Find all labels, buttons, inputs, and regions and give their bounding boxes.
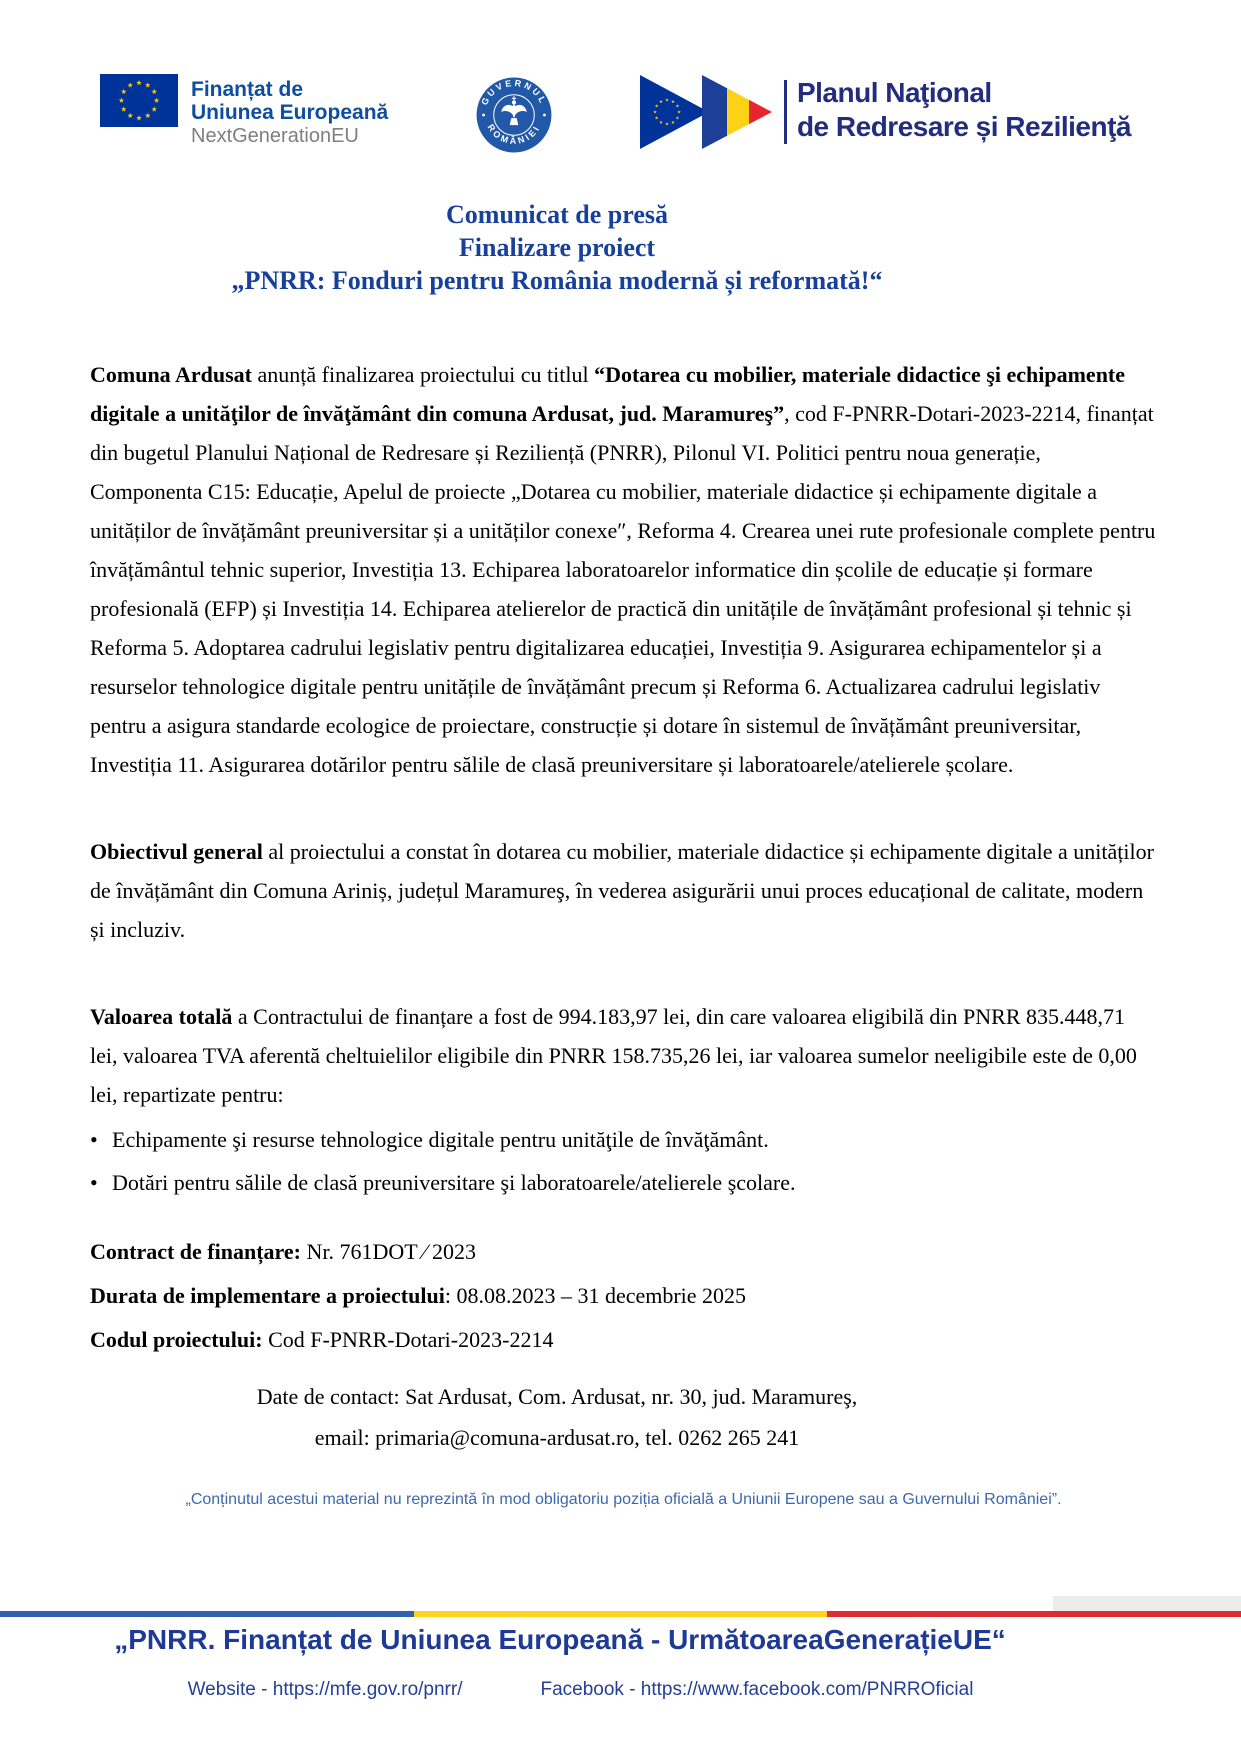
project-title: “Dotarea cu mobilier, materiale didactice şi echipamente digitale a unităţilor de învăţământ din comuna Ardusat, jud. Maramureş”	[90, 362, 1126, 426]
title-line3: „PNRR: Fonduri pentru România modernă și reformată!“	[231, 266, 883, 295]
list-item-text: Dotări pentru sălile de clasă preuniversitare şi laboratoarele/atelierele şcolare.	[112, 1170, 796, 1195]
eu-funded-line1: Finanțat de	[191, 78, 304, 101]
romanian-government-seal-icon	[475, 76, 553, 154]
stripe-red-segment	[827, 1611, 1241, 1617]
project-details	[90, 1230, 1157, 1362]
duration-value: : 08.08.2023 – 31 decembrie 2025	[444, 1283, 747, 1308]
objective-text: al proiectului a constat în dotarea cu mobilier, materiale didactice și echipamente digitale a unităților de învățământ din Comuna Ariniș, județul Maramureş, în vederea asigurării unui proces educațional de calitate, modern și incluziv.	[90, 839, 1154, 942]
paragraph-total-value	[90, 997, 1157, 1114]
contract-value: Nr. 761DOT ⁄ 2023	[301, 1239, 476, 1264]
contact-line1: Date de contact: Sat Ardusat, Com. Ardusat, nr. 30, jud. Maramureş,	[256, 1384, 858, 1409]
contact-line2: email: primaria@comuna-ardusat.ro, tel. 0262 265 241	[314, 1425, 800, 1450]
pnrr-arrows-icon	[640, 74, 772, 150]
press-release-title	[90, 198, 1024, 297]
footer	[0, 1596, 1241, 1701]
facebook-link: Facebook - https://www.facebook.com/PNRROficial	[540, 1679, 974, 1700]
implementation-period-row	[90, 1274, 1157, 1318]
title-line2: Finalizare proiect	[458, 233, 656, 262]
pnrr-logo	[640, 74, 1131, 150]
beneficiary-name: Comuna Ardusat	[90, 362, 252, 387]
project-code-label: Codul proiectului:	[90, 1327, 263, 1352]
pnrr-logo-line2: de Redresare și Rezilienţă	[796, 111, 1131, 142]
footer-links	[0, 1679, 1241, 1701]
contract-number-row	[90, 1230, 1157, 1274]
nextgeneration-eu-label: NextGenerationEU	[191, 125, 359, 147]
seal-bottom-text: ROMÂNIEI	[485, 122, 543, 146]
list-item-text: Echipamente şi resurse tehnologice digitale pentru unităţile de învăţământ.	[112, 1127, 769, 1152]
footer-gray-box	[1053, 1596, 1241, 1611]
objective-label: Obiectivul general	[90, 839, 263, 864]
project-code-value: Cod F-PNRR-Dotari-2023-2214	[262, 1327, 554, 1352]
project-code-row	[90, 1318, 1157, 1362]
list-item	[90, 1118, 1157, 1161]
list-item	[90, 1161, 1157, 1204]
eu-funded-logo	[100, 74, 388, 148]
disclaimer-text: „Conținutul acestui material nu reprezintă în mod obligatoriu poziția oficială a Uniunii Europene sau a Guvernului României”.	[185, 1491, 1062, 1508]
bullet-icon: •	[90, 1127, 98, 1152]
document-body	[0, 355, 1241, 1519]
total-value-text: a Contractului de finanțare a fost de 994.183,97 lei, din care valoarea eligibilă din PNRR 835.448,71 lei, valoarea TVA aferentă cheltuielilor eligibile din PNRR 158.735,26 lei, iar valoarea sumelor neeligibile este de 0,00 lei, repartizate pentru:	[90, 1004, 1137, 1107]
paragraph1-text1: anunță finalizarea proiectului cu titlul	[251, 362, 595, 387]
paragraph1-text2: , cod F-PNRR-Dotari-2023-2214, finanțat din bugetul Planului Național de Redresare și Reziliență (PNRR), Pilonul VI. Politici pentru noua generație, Componenta C15: Educație, Apelul de proiecte „Dotarea cu mobilier, materiale didactice și echipamente digitale a unităților de învățământ preuniversitar și a unităților conexe″, Reforma 4. Crearea unei rute profesionale complete pentru învățământul tehnic superior, Investiția 13. Echiparea laboratoarelor informatice din școlile de educație și formare profesională (EFP) și Investiția 14. Echiparea atelierelor de practică din unitățile de învățământ profesional și tehnic și Reforma 5. Adoptarea cadrului legislativ pentru digitalizarea educației, Investiția 9. Asigurarea echipamentelor și a resurselor tehnologice digitale pentru unitățile de învățământ precum și Reforma 6. Actualizarea cadrului legislativ pentru a asigura standarde ecologice de proiectare, construcție și dotare în sistemul de învățământ preuniversitar, Investiția 11. Asigurarea dotărilor pentru sălile de clasă preuniversitare și laboratoarele/atelierele școlare.	[90, 401, 1156, 777]
pnrr-logo-text	[797, 74, 1131, 144]
bullet-icon: •	[90, 1170, 98, 1195]
allocation-list	[90, 1118, 1157, 1204]
pnrr-logo-line1: Planul Naţional	[796, 77, 992, 108]
duration-label: Durata de implementare a proiectului	[90, 1283, 445, 1308]
paragraph-project-announcement	[90, 355, 1157, 784]
contact-info	[90, 1376, 1024, 1458]
title-line1: Comunicat de presă	[446, 200, 668, 229]
total-value-label: Valoarea totală	[90, 1004, 233, 1029]
paragraph-general-objective	[90, 832, 1157, 949]
eu-flag-icon	[100, 74, 178, 127]
website-link: Website - https://mfe.gov.ro/pnrr/	[187, 1679, 463, 1700]
eu-funded-line2: Uniunea Europeană	[191, 101, 389, 124]
tricolor-stripe	[0, 1611, 1241, 1617]
stripe-blue-segment	[0, 1611, 414, 1617]
stripe-yellow-segment	[414, 1611, 828, 1617]
contract-label: Contract de finanțare:	[90, 1239, 301, 1264]
seal-top-text: GUVERNUL	[479, 77, 549, 107]
pnrr-logo-divider	[784, 80, 787, 144]
eu-funded-logo-text	[191, 74, 388, 148]
footer-slogan: „PNRR. Finanțat de Uniunea Europeană - UrmătoareaGenerațieUE“	[114, 1624, 1006, 1655]
header-logos	[0, 0, 1241, 154]
